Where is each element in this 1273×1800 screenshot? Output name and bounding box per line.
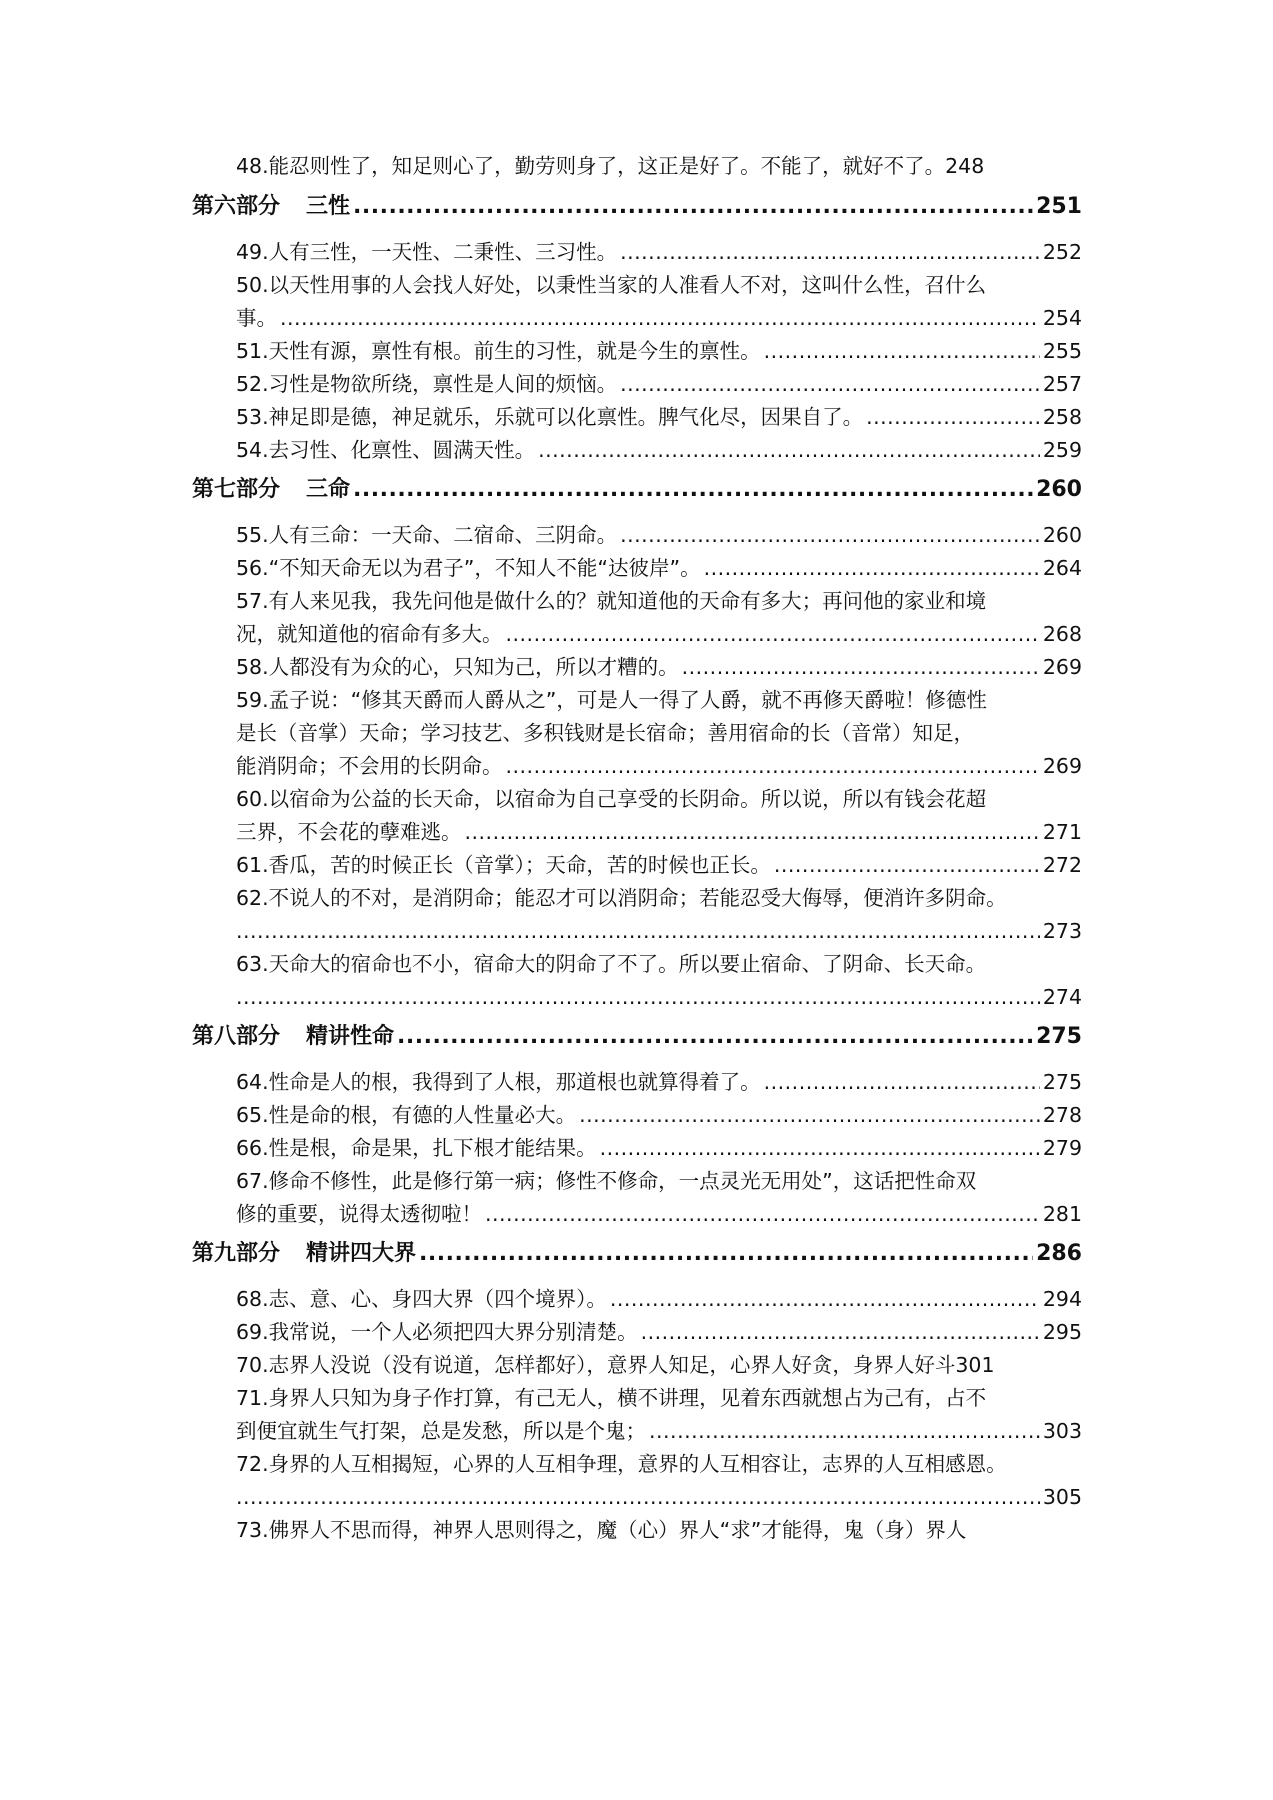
toc-entry-page-number: 305 bbox=[1042, 1485, 1082, 1509]
dot-leader bbox=[353, 472, 1033, 508]
toc-section-part: 第八部分 bbox=[192, 1024, 281, 1049]
dot-leader bbox=[353, 189, 1033, 225]
toc-entry-text: 70.志界人没说（没有说道，怎样都好），意界人知足，心界人好贪，身界人好斗 bbox=[236, 1353, 956, 1377]
toc-entry-line bbox=[192, 882, 1082, 915]
dot-leader bbox=[419, 1236, 1033, 1272]
toc-entry-page-number: 301 bbox=[955, 1353, 995, 1377]
dot-leader bbox=[465, 816, 1040, 849]
toc-entry-text: 56.“不知天命无以为君子”，不知人不能“达彼岸”。 bbox=[236, 556, 701, 580]
dot-leader bbox=[774, 849, 1040, 882]
toc-entry-line bbox=[192, 519, 1082, 552]
toc-entry[interactable] bbox=[192, 1099, 1082, 1132]
dot-leader bbox=[506, 750, 1040, 783]
toc-entry-text: 54.去习性、化禀性、圆满天性。 bbox=[236, 438, 536, 462]
toc-entry-page-number: 248 bbox=[945, 154, 985, 178]
toc-entry-line bbox=[192, 684, 1082, 717]
toc-section[interactable] bbox=[192, 1019, 1082, 1055]
toc-section-page-number: 251 bbox=[1036, 194, 1082, 219]
toc-entry-line bbox=[192, 1283, 1082, 1316]
toc-entry-text: 事。 bbox=[236, 306, 277, 330]
toc-entry-text: 51.天性有源，禀性有根。前生的习性，就是今生的禀性。 bbox=[236, 339, 761, 363]
toc-entry-page-number: 275 bbox=[1042, 1070, 1082, 1094]
toc-entry-page-number: 281 bbox=[1042, 1202, 1082, 1226]
toc-entry-text: 59.孟子说：“修其天爵而人爵从之”，可是人一得了人爵，就不再修天爵啦！修德性 bbox=[236, 688, 987, 712]
toc-entry[interactable] bbox=[192, 150, 1082, 183]
toc-section-line bbox=[192, 1236, 1082, 1272]
toc-entry[interactable] bbox=[192, 335, 1082, 368]
toc-entry-page-number: 269 bbox=[1042, 655, 1082, 679]
toc-section-title: 三性 bbox=[306, 194, 351, 219]
dot-leader bbox=[704, 552, 1040, 585]
dot-leader bbox=[506, 618, 1040, 651]
toc-entry-text: 64.性命是人的根，我得到了人根，那道根也就算得着了。 bbox=[236, 1070, 761, 1094]
toc-entry-page-number: 269 bbox=[1042, 754, 1082, 778]
table-of-contents bbox=[192, 150, 1082, 1547]
toc-entry-line bbox=[192, 717, 1082, 750]
toc-entry-text: 67.修命不修性，此是修行第一病；修性不修命，一点灵光无用处”，这话把性命双 bbox=[236, 1169, 977, 1193]
toc-entry-text: 58.人都没有为众的心，只知为己，所以才糟的。 bbox=[236, 655, 679, 679]
toc-entry-line bbox=[192, 368, 1082, 401]
toc-entry[interactable] bbox=[192, 948, 1082, 1014]
toc-entry-page-number: 278 bbox=[1042, 1103, 1082, 1127]
toc-entry[interactable] bbox=[192, 368, 1082, 401]
toc-entry-page-number: 279 bbox=[1042, 1136, 1082, 1160]
toc-entry-line bbox=[192, 1198, 1082, 1231]
toc-entry-text: 53.神足即是德，神足就乐，乐就可以化禀性。脾气化尽，因果自了。 bbox=[236, 405, 864, 429]
dot-leader bbox=[641, 1316, 1040, 1349]
toc-entry-line bbox=[192, 948, 1082, 981]
toc-entry-line bbox=[192, 783, 1082, 816]
toc-entry[interactable] bbox=[192, 519, 1082, 552]
toc-section-line bbox=[192, 472, 1082, 508]
toc-entry-text: 到便宜就生气打架，总是发愁，所以是个鬼； bbox=[236, 1419, 646, 1443]
toc-section-part: 第九部分 bbox=[192, 1241, 281, 1266]
toc-entry-page-number: 268 bbox=[1042, 622, 1082, 646]
dot-leader bbox=[236, 1481, 1040, 1514]
toc-entry-page-number: 252 bbox=[1042, 240, 1082, 264]
dot-leader bbox=[485, 1198, 1040, 1231]
toc-entry-text: 61.香瓜，苦的时候正长（音掌）；天命，苦的时候也正长。 bbox=[236, 853, 771, 877]
toc-entry-text: 48.能忍则性了，知足则心了，勤劳则身了，这正是好了。不能了，就好不了。 bbox=[236, 154, 946, 178]
toc-entry[interactable] bbox=[192, 1382, 1082, 1448]
toc-entry-text: 能消阴命；不会用的长阴命。 bbox=[236, 754, 503, 778]
toc-entry-line bbox=[192, 269, 1082, 302]
toc-section-part: 第七部分 bbox=[192, 477, 281, 502]
toc-entry-text: 72.身界的人互相揭短，心界的人互相争理，意界的人互相容让，志界的人互相感恩。 bbox=[236, 1452, 1007, 1476]
toc-entry-text: 三界，不会花的孽难逃。 bbox=[236, 820, 462, 844]
toc-entry-page-number: 272 bbox=[1042, 853, 1082, 877]
toc-entry-line bbox=[192, 1382, 1082, 1415]
toc-entry[interactable] bbox=[192, 585, 1082, 651]
toc-entry-text: 71.身界人只知为身子作打算，有己无人，横不讲理，见着东西就想占为己有，占不 bbox=[236, 1386, 987, 1410]
toc-entry[interactable] bbox=[192, 1514, 1082, 1547]
toc-entry-text: 55.人有三命：一天命、二宿命、三阴命。 bbox=[236, 523, 618, 547]
toc-entry-line bbox=[192, 1165, 1082, 1198]
toc-entry[interactable] bbox=[192, 651, 1082, 684]
toc-entry[interactable] bbox=[192, 434, 1082, 467]
toc-section-heading bbox=[192, 1236, 416, 1272]
toc-entry-text: 73.佛界人不思而得，神界人思则得之，魔（心）界人“求”才能得，鬼（身）界人 bbox=[236, 1518, 967, 1542]
toc-entry-line bbox=[192, 150, 1082, 183]
toc-entry[interactable] bbox=[192, 1283, 1082, 1316]
toc-entry-text: 49.人有三性，一天性、二秉性、三习性。 bbox=[236, 240, 618, 264]
toc-entry[interactable] bbox=[192, 849, 1082, 882]
toc-entry-text: 66.性是根，命是果，扎下根才能结果。 bbox=[236, 1136, 597, 1160]
dot-leader bbox=[620, 236, 1040, 269]
toc-entry-page-number: 255 bbox=[1042, 339, 1082, 363]
dot-leader bbox=[649, 1415, 1040, 1448]
toc-entry[interactable] bbox=[192, 269, 1082, 335]
toc-section-page-number: 260 bbox=[1036, 477, 1082, 502]
toc-entry-page-number: 257 bbox=[1042, 372, 1082, 396]
toc-entry-line bbox=[192, 585, 1082, 618]
toc-entry-line bbox=[192, 1514, 1082, 1547]
toc-entry-line bbox=[192, 1099, 1082, 1132]
dot-leader bbox=[397, 1019, 1033, 1055]
toc-section[interactable] bbox=[192, 472, 1082, 508]
toc-section-heading bbox=[192, 1019, 394, 1055]
toc-section-line bbox=[192, 189, 1082, 225]
toc-entry-line bbox=[192, 434, 1082, 467]
toc-entry-page-number: 295 bbox=[1042, 1320, 1082, 1344]
toc-entry-page-number: 271 bbox=[1042, 820, 1082, 844]
toc-entry-line bbox=[192, 849, 1082, 882]
toc-entry-text: 50.以天性用事的人会找人好处，以秉性当家的人准看人不对，这叫什么性，召什么 bbox=[236, 273, 987, 297]
toc-entry-text: 65.性是命的根，有德的人性量必大。 bbox=[236, 1103, 577, 1127]
toc-entry[interactable] bbox=[192, 1448, 1082, 1514]
dot-leader bbox=[610, 1283, 1040, 1316]
toc-entry[interactable] bbox=[192, 1316, 1082, 1349]
dot-leader bbox=[764, 1066, 1040, 1099]
toc-entry-line bbox=[192, 651, 1082, 684]
toc-entry[interactable] bbox=[192, 1349, 1082, 1382]
toc-entry-page-number: 303 bbox=[1042, 1419, 1082, 1443]
toc-entry-page-number: 259 bbox=[1042, 438, 1082, 462]
toc-entry-line bbox=[192, 552, 1082, 585]
toc-section-part: 第六部分 bbox=[192, 194, 281, 219]
dot-leader bbox=[620, 519, 1040, 552]
toc-entry-page-number: 273 bbox=[1042, 919, 1082, 943]
toc-entry-line bbox=[192, 1448, 1082, 1481]
toc-entry-page-number: 294 bbox=[1042, 1287, 1082, 1311]
toc-section-page-number: 275 bbox=[1036, 1024, 1082, 1049]
dot-leader bbox=[236, 915, 1040, 948]
toc-entry-line bbox=[192, 1066, 1082, 1099]
toc-section-heading bbox=[192, 472, 350, 508]
toc-entry-line bbox=[192, 1349, 1082, 1382]
toc-entry-line bbox=[192, 1132, 1082, 1165]
toc-section[interactable] bbox=[192, 1236, 1082, 1272]
dot-leader bbox=[600, 1132, 1040, 1165]
toc-entry-text: 是长（音掌）天命；学习技艺、多积钱财是长宿命；善用宿命的长（音常）知足， bbox=[236, 721, 974, 745]
toc-entry[interactable] bbox=[192, 684, 1082, 783]
toc-entry[interactable] bbox=[192, 882, 1082, 948]
toc-entry-line bbox=[192, 1415, 1082, 1448]
toc-entry-text: 60.以宿命为公益的长天命，以宿命为自己享受的长阴命。所以说，所以有钱会花超 bbox=[236, 787, 987, 811]
dot-leader bbox=[579, 1099, 1040, 1132]
toc-entry-line bbox=[192, 401, 1082, 434]
toc-entry-line bbox=[192, 981, 1082, 1014]
dot-leader bbox=[682, 651, 1040, 684]
toc-section-line bbox=[192, 1019, 1082, 1055]
toc-entry[interactable] bbox=[192, 1165, 1082, 1231]
toc-entry-line bbox=[192, 302, 1082, 335]
toc-entry-line bbox=[192, 1316, 1082, 1349]
toc-entry-page-number: 260 bbox=[1042, 523, 1082, 547]
toc-entry[interactable] bbox=[192, 552, 1082, 585]
toc-entry-line bbox=[192, 816, 1082, 849]
toc-section-heading bbox=[192, 189, 350, 225]
dot-leader bbox=[236, 981, 1040, 1014]
dot-leader bbox=[538, 434, 1040, 467]
toc-entry[interactable] bbox=[192, 236, 1082, 269]
toc-entry-text: 57.有人来见我，我先问他是做什么的？就知道他的天命有多大；再问他的家业和境 bbox=[236, 589, 987, 613]
toc-entry[interactable] bbox=[192, 401, 1082, 434]
toc-entry-line bbox=[192, 236, 1082, 269]
toc-entry-text: 52.习性是物欲所绕，禀性是人间的烦恼。 bbox=[236, 372, 618, 396]
toc-entry-text: 修的重要，说得太透彻啦！ bbox=[236, 1202, 482, 1226]
dot-leader bbox=[866, 401, 1040, 434]
toc-entry-text: 63.天命大的宿命也不小，宿命大的阴命了不了。所以要止宿命、了阴命、长天命。 bbox=[236, 952, 987, 976]
toc-entry-text: 69.我常说，一个人必须把四大界分别清楚。 bbox=[236, 1320, 638, 1344]
toc-section[interactable] bbox=[192, 189, 1082, 225]
toc-entry-text: 况，就知道他的宿命有多大。 bbox=[236, 622, 503, 646]
toc-section-page-number: 286 bbox=[1036, 1241, 1082, 1266]
toc-entry-line bbox=[192, 750, 1082, 783]
dot-leader bbox=[764, 335, 1040, 368]
toc-section-title: 三命 bbox=[306, 477, 351, 502]
toc-section-title: 精讲性命 bbox=[306, 1024, 395, 1049]
dot-leader bbox=[620, 368, 1040, 401]
toc-entry[interactable] bbox=[192, 1066, 1082, 1099]
toc-entry-text: 68.志、意、心、身四大界（四个境界）。 bbox=[236, 1287, 607, 1311]
toc-entry[interactable] bbox=[192, 1132, 1082, 1165]
dot-leader bbox=[280, 302, 1040, 335]
toc-entry[interactable] bbox=[192, 783, 1082, 849]
toc-entry-page-number: 274 bbox=[1042, 985, 1082, 1009]
toc-entry-line bbox=[192, 915, 1082, 948]
toc-entry-text: 62.不说人的不对，是消阴命；能忍才可以消阴命；若能忍受大侮辱，便消许多阴命。 bbox=[236, 886, 1007, 910]
toc-entry-line bbox=[192, 618, 1082, 651]
toc-entry-page-number: 254 bbox=[1042, 306, 1082, 330]
toc-entry-line bbox=[192, 335, 1082, 368]
toc-entry-page-number: 264 bbox=[1042, 556, 1082, 580]
toc-entry-line bbox=[192, 1481, 1082, 1514]
toc-section-title: 精讲四大界 bbox=[306, 1241, 417, 1266]
toc-entry-page-number: 258 bbox=[1042, 405, 1082, 429]
